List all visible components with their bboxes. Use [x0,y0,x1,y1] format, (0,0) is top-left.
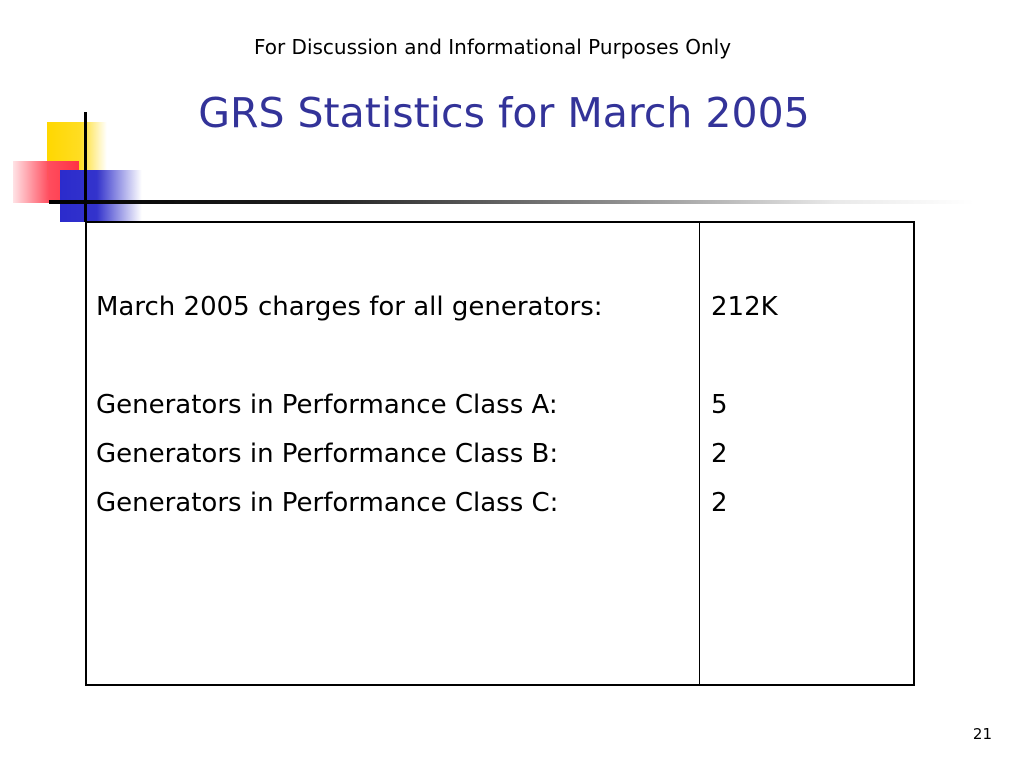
page-number: 21 [972,725,992,743]
row-value: 2 [711,439,728,469]
row-label: Generators in Performance Class C: [96,488,559,518]
discussion-disclaimer: For Discussion and Informational Purposes Only [253,35,732,59]
title-underline-divider [49,200,974,204]
table-row [87,436,913,472]
stats-table [85,221,915,686]
row-label: March 2005 charges for all generators: [96,292,603,322]
slide-title: GRS Statistics for March 2005 [198,89,810,137]
table-row [87,485,913,521]
row-value: 2 [711,488,728,518]
table-row [87,289,913,325]
logo-vertical-line [84,112,87,222]
logo-blue-square [60,170,142,222]
row-value: 212K [711,292,778,322]
row-label: Generators in Performance Class A: [96,390,558,420]
table-row [87,387,913,423]
row-label: Generators in Performance Class B: [96,439,559,469]
row-value: 5 [711,390,728,420]
